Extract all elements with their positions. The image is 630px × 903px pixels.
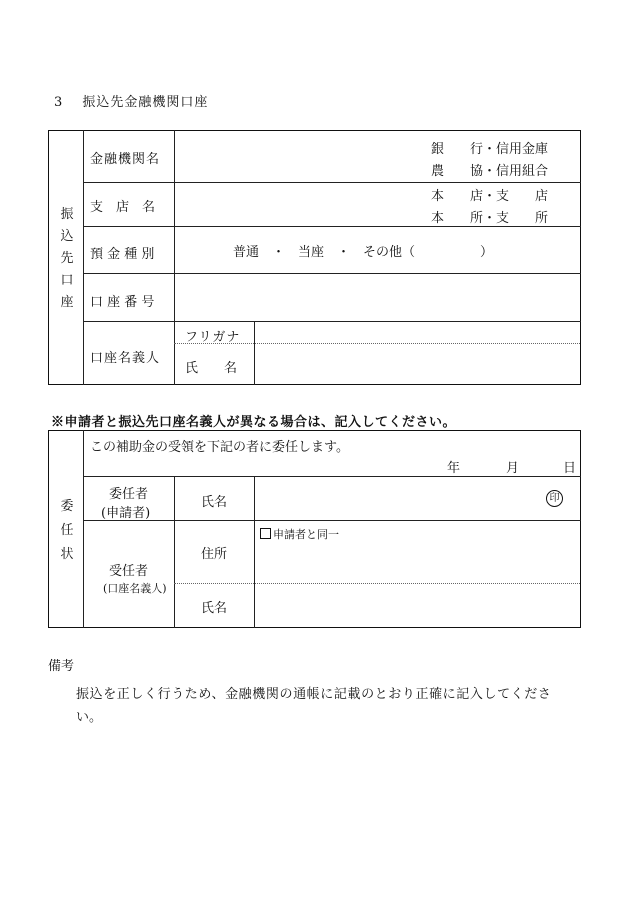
- institution-label: 金融機関名: [90, 152, 161, 167]
- date-month: 月: [506, 461, 520, 476]
- delegator-name-input[interactable]: [255, 477, 580, 520]
- holder-name-label: 氏 名: [185, 361, 238, 376]
- delegator-label: 委任者: [109, 487, 149, 502]
- side-char: 先: [60, 251, 74, 266]
- section-number: 3: [54, 95, 64, 110]
- holder-name-input[interactable]: [255, 344, 580, 384]
- deposit-type-field[interactable]: [175, 227, 580, 273]
- delegatee-address-input[interactable]: [255, 542, 580, 582]
- remarks-title: 備考: [48, 659, 75, 674]
- delegatee-address-label: 住所: [201, 547, 228, 562]
- account-number-input[interactable]: [175, 274, 580, 321]
- section-heading: [54, 91, 208, 110]
- delegation-side-label: [54, 495, 80, 567]
- notice-text: ※申請者と振込先口座名義人が異なる場合は、記入してください。: [51, 415, 457, 430]
- same-as-applicant-checkbox[interactable]: [260, 528, 271, 539]
- delegatee-name-input[interactable]: [255, 584, 580, 627]
- side-char: 委: [60, 499, 74, 514]
- institution-option-1[interactable]: 銀 行・信用金庫: [431, 142, 549, 157]
- branch-option-1[interactable]: 本 店・支 店: [431, 189, 549, 204]
- date-year: 年: [447, 461, 461, 476]
- remarks-line-2: い。: [76, 710, 103, 725]
- seal-mark: 印: [546, 490, 563, 507]
- same-as-applicant-label: 申請者と同一: [273, 528, 339, 541]
- deposit-type-label: 預 金 種 別: [90, 247, 155, 262]
- side-char: 振: [60, 207, 74, 222]
- holder-label: 口座名義人: [90, 351, 161, 366]
- date-day: 日: [563, 461, 577, 476]
- deposit-type-options[interactable]: 普通 ・ 当座 ・ その他（ ）: [233, 245, 494, 260]
- same-as-applicant-option[interactable]: [260, 526, 339, 542]
- furigana-label: フリガナ: [185, 330, 241, 345]
- delegatee-label: 受任者: [109, 564, 149, 579]
- delegatee-name-label: 氏名: [201, 601, 228, 616]
- section-title: 振込先金融機関口座: [82, 95, 209, 110]
- delegator-sublabel: (申請者): [101, 506, 151, 521]
- remarks-line-1: 振込を正しく行うため、金融機関の通帳に記載のとおり正確に記入してくださ: [76, 687, 552, 702]
- side-char: 込: [60, 229, 74, 244]
- delegator-name-label: 氏名: [201, 495, 228, 510]
- side-char: 状: [60, 547, 74, 562]
- branch-option-2[interactable]: 本 所・支 所: [431, 211, 549, 226]
- account-number-label: 口 座 番 号: [90, 295, 155, 310]
- branch-label: 支 店 名: [90, 200, 156, 215]
- institution-option-2[interactable]: 農 協・信用組合: [431, 164, 549, 179]
- side-char: 座: [60, 295, 74, 310]
- furigana-input[interactable]: [255, 322, 580, 343]
- delegatee-sublabel: (口座名義人): [103, 582, 167, 595]
- side-char: 任: [60, 523, 74, 538]
- side-char: 口: [60, 273, 74, 288]
- account-side-label: [54, 204, 80, 314]
- delegation-statement: この補助金の受領を下記の者に委任します。: [90, 440, 349, 455]
